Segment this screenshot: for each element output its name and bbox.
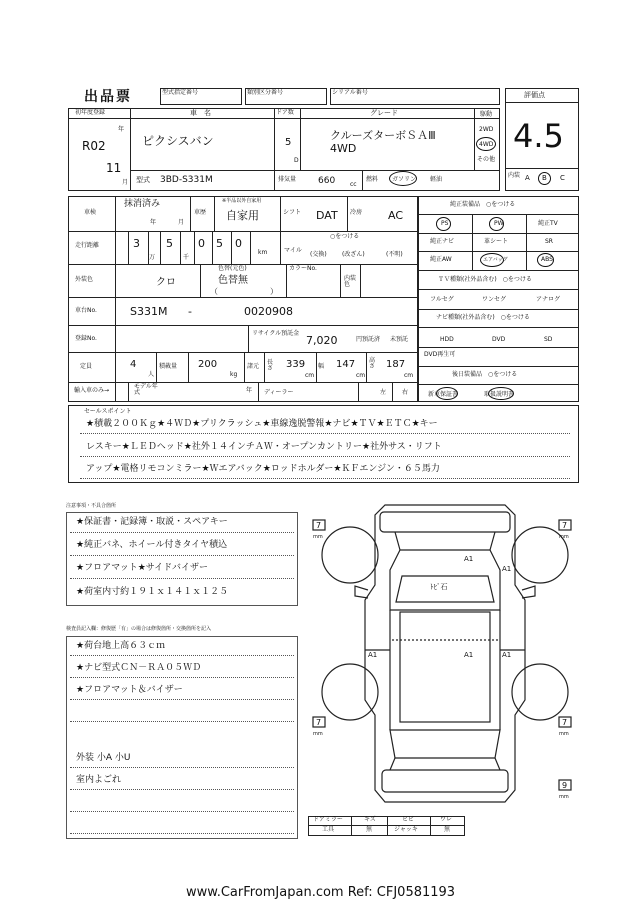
chassis-dash: - bbox=[188, 305, 192, 318]
equip-tv: 純正TV bbox=[538, 220, 558, 227]
sales-point-line-3: アップ★電格リモコンミラー★Ｗエアバック★ロッドホルダー★ＫＦエンジン・６５馬力 bbox=[86, 464, 440, 474]
inspector-line-2: ★ナビ型式ＣＮ－ＲＡ０５ＷＤ bbox=[76, 663, 202, 673]
capacity-value: 4 bbox=[130, 359, 137, 370]
score-label: 評価点 bbox=[524, 91, 545, 99]
model-value: 3BD-S331M bbox=[160, 175, 213, 185]
car-name: ピクシスバン bbox=[142, 134, 214, 148]
height-label: 高さ bbox=[369, 357, 376, 370]
history-manual: 取扱説明書 bbox=[484, 391, 515, 398]
length-value: 339 bbox=[286, 359, 306, 370]
interior-color-label: 内装色 bbox=[344, 275, 357, 288]
paren-open: （ bbox=[210, 287, 218, 296]
inspection-year-unit: 年 bbox=[150, 219, 157, 226]
load-label: 積載量 bbox=[159, 363, 178, 370]
notes-label: 注意事項・不具合箇所 bbox=[66, 503, 117, 509]
color-label: 外装色 bbox=[75, 276, 94, 283]
tools-header-mirror: ドアミラー bbox=[313, 816, 343, 823]
tread-rear-right-value: 7 bbox=[562, 718, 568, 727]
original-color-value: 色替無 bbox=[218, 275, 248, 286]
meter-unknown: (不明) bbox=[386, 251, 403, 258]
damage-mark-front-right: A1 bbox=[464, 555, 474, 563]
equip-pw-circle bbox=[489, 217, 504, 231]
recycle-label: リサイクル預託金 bbox=[252, 330, 300, 337]
chassis-label: 車台No. bbox=[75, 307, 97, 314]
tread-rear-left-value: 7 bbox=[316, 718, 322, 727]
mileage-digit-5: 0 bbox=[235, 237, 242, 250]
meter-tampered: (改ざん) bbox=[342, 251, 365, 258]
door-label: ドア数 bbox=[276, 109, 294, 116]
notes-line-4: ★荷室内寸約１９１ｘ１４１ｘ１２５ bbox=[76, 587, 229, 597]
grade-label: グレード bbox=[370, 109, 398, 117]
registration-label: 登録No. bbox=[75, 335, 97, 342]
meter-label: マイル bbox=[284, 247, 302, 254]
length-unit: cm bbox=[305, 372, 315, 379]
car-body-diagram bbox=[300, 490, 590, 820]
chassis-number: 0020908 bbox=[244, 305, 293, 318]
door-count: 5 bbox=[285, 137, 292, 148]
notes-line-3: ★フロアマット★サイドバイザー bbox=[76, 563, 208, 573]
interior-circle-mark bbox=[538, 172, 551, 185]
displacement-value: 660 bbox=[318, 176, 336, 186]
tread-rear-left-unit: mm bbox=[313, 731, 323, 737]
tools-value-break: 無 bbox=[444, 826, 451, 833]
color-value: クロ bbox=[156, 277, 176, 288]
equip-airbag: エアバッグ bbox=[483, 257, 508, 263]
drive-circle-mark bbox=[476, 137, 496, 151]
equip-aw: 純正AW bbox=[430, 256, 452, 263]
history-warranty-circle bbox=[436, 387, 458, 400]
equip-pw: PW bbox=[494, 220, 504, 227]
fuel-label: 燃料 bbox=[366, 176, 379, 183]
usage-note: ※半品以外自家用 bbox=[222, 198, 262, 204]
length-label: 長さ bbox=[267, 359, 274, 372]
original-color-label: 色替(元色) bbox=[218, 265, 247, 272]
usage-label: 車歴 bbox=[194, 209, 207, 216]
equip-abs-circle bbox=[537, 253, 554, 267]
inspection-label: 車検 bbox=[84, 209, 97, 216]
model-label: 型式 bbox=[136, 176, 150, 184]
sales-point-line-2: レスキー★ＬＥＤヘッド★社外１４インチＡＷ・オープンカントリー★社外サス・リフト bbox=[86, 442, 442, 452]
equip-leather: 革シート bbox=[484, 238, 509, 245]
paren-close: ） bbox=[270, 287, 278, 296]
width-label: 幅 bbox=[318, 363, 325, 370]
inspector-line-3: ★フロアマット＆バイザー bbox=[76, 685, 183, 695]
sales-point-line-1: ★積載２００Ｋｇ★４ＷＤ★プリクラッシュ★車線逸脱警報★ナビ★ＴＶ★ＥＴＣ★キー bbox=[86, 419, 438, 429]
drive-4wd: 4WD bbox=[479, 141, 494, 148]
equip-ps-circle bbox=[436, 217, 451, 231]
tools-header-break: ワレ bbox=[440, 816, 453, 823]
usage-value: 自家用 bbox=[226, 209, 259, 222]
navi-hdd: HDD bbox=[440, 336, 454, 343]
width-unit: cm bbox=[356, 372, 366, 379]
windshield-mark: ﾄﾋﾞ石 bbox=[430, 583, 448, 591]
ac-value: AC bbox=[388, 209, 404, 222]
meter-exchanged: (交換) bbox=[310, 251, 327, 258]
damage-mark-quarter-right: A1 bbox=[502, 651, 512, 659]
displacement-unit: cc bbox=[350, 181, 357, 188]
tread-rear-right-unit: mm bbox=[559, 731, 569, 737]
class-label: 諸元 bbox=[247, 363, 260, 370]
footer-reference: www.CarFromJapan.com Ref: CFJ0581193 bbox=[186, 885, 456, 900]
notes-line-2: ★純正バネ、ホイール付きタイヤ積込 bbox=[76, 540, 228, 550]
fuel-value: ガソリン bbox=[392, 176, 417, 183]
navi-title: ナビ種類(社外品含む) ○をつける bbox=[436, 314, 530, 321]
tread-front-right-value: 7 bbox=[562, 521, 568, 530]
inspection-value: 抹消済み bbox=[124, 199, 161, 209]
recycle-unpaid: 未預託 bbox=[390, 336, 409, 343]
mileage-sen-unit: 千 bbox=[183, 254, 190, 261]
shift-value: DAT bbox=[316, 209, 338, 222]
chassis-prefix: S331M bbox=[130, 305, 168, 318]
mileage-digit-1: 3 bbox=[133, 237, 140, 250]
mileage-digit-2: 5 bbox=[166, 237, 173, 250]
tools-header-scratch: キズ bbox=[364, 816, 376, 823]
grade-line1: クルーズターボＳＡⅢ bbox=[330, 129, 436, 142]
interior-option-c: C bbox=[560, 174, 565, 182]
light-oil-label: 軽油 bbox=[430, 176, 443, 183]
shift-label: シフト bbox=[283, 209, 302, 216]
tv-title: ＴＶ種類(社外品含む) ○をつける bbox=[438, 276, 532, 283]
tv-fullseg: フルセグ bbox=[430, 296, 454, 303]
tread-front-left-value: 7 bbox=[316, 521, 322, 530]
drive-2wd: 2WD bbox=[479, 126, 494, 133]
equip-navi: 純正ナビ bbox=[430, 238, 455, 245]
color-no-label: カラーNo. bbox=[289, 265, 317, 272]
score-value: 4.5 bbox=[513, 117, 564, 155]
month-unit: 月 bbox=[122, 179, 129, 186]
fuel-circle-mark bbox=[389, 171, 417, 186]
grade-line2: 4WD bbox=[330, 142, 357, 155]
capacity-unit: 人 bbox=[148, 371, 155, 378]
drive-label: 駆動 bbox=[480, 111, 493, 118]
tread-spare-value: 9 bbox=[562, 781, 568, 790]
equip-ps: PS bbox=[441, 220, 449, 227]
equip-sr: SR bbox=[545, 238, 553, 245]
model-designation-label: 型式指定番号 bbox=[162, 89, 199, 96]
capacity-label: 定員 bbox=[80, 363, 93, 370]
door-unit: D bbox=[294, 157, 299, 164]
mileage-man-unit: 万 bbox=[149, 254, 156, 261]
damage-mark-rear-left: A1 bbox=[368, 651, 378, 659]
registration-year: R02 bbox=[82, 139, 106, 153]
damage-mark-rear-right: A1 bbox=[464, 651, 474, 659]
history-warranty: 新車保証書 bbox=[428, 391, 459, 398]
registration-month: 11 bbox=[106, 161, 122, 175]
tread-front-left-unit: mm bbox=[313, 534, 323, 540]
mileage-km-unit: km bbox=[258, 249, 268, 256]
inspector-line-5: 外装 小A 小U bbox=[76, 753, 131, 763]
ac-label: 冷房 bbox=[350, 209, 363, 216]
right-label: 右 bbox=[402, 389, 409, 396]
inspector-line-1: ★荷台地上高６３ｃｍ bbox=[76, 641, 166, 651]
first-registration-label: 初年度登録 bbox=[75, 109, 106, 116]
tools-value-jack: ジャッキ bbox=[394, 826, 418, 833]
year-unit: 年 bbox=[118, 126, 125, 133]
car-name-label: 車 名 bbox=[190, 109, 211, 117]
tread-spare-unit: mm bbox=[559, 794, 569, 800]
serial-number-label: シリアル番号 bbox=[332, 89, 368, 96]
navi-dvd: DVD bbox=[492, 336, 506, 343]
damage-mark-fender-right: A1 bbox=[502, 565, 512, 573]
interior-label: 内装 bbox=[508, 172, 521, 179]
navi-sd: SD bbox=[544, 336, 553, 343]
width-value: 147 bbox=[336, 359, 356, 370]
tools-value-tool: 工具 bbox=[322, 826, 335, 833]
tools-header-crack: ヒビ bbox=[402, 816, 415, 823]
equipment-title: 純正装備品 ○をつける bbox=[450, 201, 516, 208]
mileage-circle-note: ○をつける bbox=[330, 233, 360, 240]
page-title: 出品票 bbox=[84, 89, 132, 105]
drive-other: その他 bbox=[477, 156, 496, 163]
history-title: 後日装備品 ○をつける bbox=[452, 371, 518, 378]
notes-line-1: ★保証書・記録簿・取説・スペアキー bbox=[76, 517, 228, 527]
mileage-label: 走行距離 bbox=[75, 242, 100, 249]
height-unit: cm bbox=[404, 372, 414, 379]
left-label: 左 bbox=[380, 389, 387, 396]
equip-airbag-circle bbox=[480, 253, 504, 267]
import-label: 輸入車のみ→ bbox=[74, 387, 110, 394]
recycle-value: 7,020 bbox=[306, 334, 338, 347]
history-manual-circle bbox=[488, 387, 514, 400]
inspector-line-6: 室内よごれ bbox=[76, 775, 122, 785]
tread-front-right-unit: mm bbox=[559, 534, 569, 540]
import-year-unit: 年 bbox=[246, 387, 253, 394]
model-year-label: モデル年式 bbox=[134, 383, 158, 396]
dealer-label: ディーラー bbox=[264, 389, 294, 396]
interior-option-b: B bbox=[542, 174, 547, 182]
inspection-month-unit: 月 bbox=[178, 219, 185, 226]
displacement-label: 排気量 bbox=[278, 176, 297, 183]
inspector-label: 検査員記入欄：修復歴「有」の場合は修復箇所・交換箇所を記入 bbox=[66, 626, 212, 632]
height-value: 187 bbox=[386, 359, 406, 370]
equip-abs: ABS bbox=[541, 256, 553, 263]
recycle-status: 円預託済 bbox=[356, 336, 381, 343]
interior-option-a: A bbox=[525, 174, 530, 182]
tv-oneseg: ワンセグ bbox=[482, 296, 507, 303]
tv-analog: アナログ bbox=[536, 296, 561, 303]
category-number-label: 類別区分番号 bbox=[247, 89, 284, 96]
sales-points-label: セールスポイント bbox=[84, 408, 132, 415]
load-value: 200 bbox=[198, 359, 218, 370]
tools-value-scratch: 無 bbox=[366, 826, 373, 833]
mileage-digit-3: 0 bbox=[198, 237, 205, 250]
navi-dvd-play: DVD再生可 bbox=[424, 351, 456, 358]
mileage-digit-4: 5 bbox=[216, 237, 223, 250]
load-unit: kg bbox=[230, 371, 238, 378]
